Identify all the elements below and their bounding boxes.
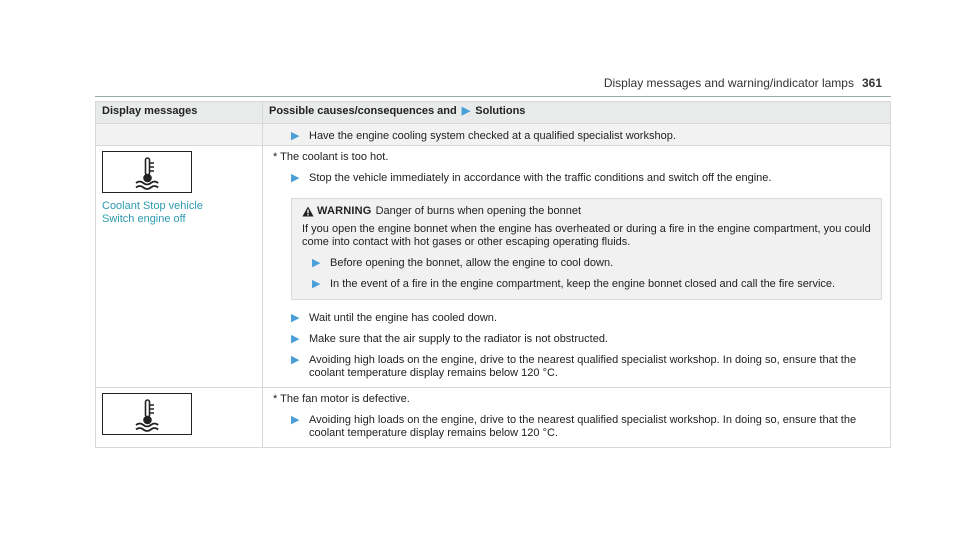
message-line-2: Switch engine off [102, 213, 186, 225]
solutions-cell [263, 146, 891, 388]
running-header [560, 76, 882, 90]
step-text: In the event of a fire in the engine compartment, keep the engine bonnet closed and call the fire service. [330, 278, 836, 290]
warning-box [291, 198, 882, 300]
continued-empty-cell [96, 124, 263, 146]
message-line-1: Coolant Stop vehicle [102, 200, 203, 212]
col-header-causes [263, 102, 891, 124]
list-item [291, 172, 882, 185]
play-arrow-icon: ▶ [291, 172, 300, 184]
warning-triangle-icon [302, 206, 314, 217]
col-header-display-messages: Display messages [96, 102, 263, 124]
section-title: Display messages and warning/indicator lamps [603, 76, 854, 90]
play-arrow-icon: ▶ [291, 414, 300, 426]
step-text: Before opening the bonnet, allow the engine to cool down. [330, 257, 614, 269]
warning-text: If you open the engine bonnet when the engine has overheated or during a fire in the engine compartment, you could come into contact with hot gases or other escaping operating fluids. [302, 223, 871, 248]
list-item [312, 257, 871, 270]
list-item [312, 278, 871, 291]
play-arrow-icon: ▶ [291, 130, 300, 142]
table-row-fan-defective [96, 388, 891, 448]
list-item [291, 414, 882, 440]
page-number: 361 [861, 76, 882, 90]
step-text: Stop the vehicle immediately in accordance with the traffic conditions and switch off the engine. [309, 172, 772, 184]
play-arrow-icon: ▶ [312, 257, 321, 269]
list-item [291, 354, 882, 380]
display-messages-table [95, 101, 891, 448]
play-arrow-icon: ▶ [291, 333, 300, 345]
warning-title-text: Danger of burns when opening the bonnet [375, 205, 582, 217]
step-text: Avoiding high loads on the engine, drive to the nearest qualified specialist workshop. In doing so, ensure that the coolant temperature display remains below 120 °C. [309, 414, 857, 439]
step-text: Avoiding high loads on the engine, drive to the nearest qualified specialist workshop. In doing so, ensure that the coolant temperature display remains below 120 °C. [309, 354, 857, 379]
col-header-solutions-label: Solutions [475, 105, 526, 117]
coolant-temperature-icon [102, 393, 192, 435]
continued-cell [263, 124, 891, 146]
message-cell [96, 388, 263, 448]
play-arrow-icon: ▶ [461, 105, 471, 117]
display-message-text [102, 200, 262, 226]
header-rule [95, 96, 891, 97]
play-arrow-icon: ▶ [312, 278, 321, 290]
cause-text: * The coolant is too hot. [273, 151, 389, 163]
table-row-continued [96, 124, 891, 146]
step-text: Make sure that the air supply to the radiator is not obstructed. [309, 333, 608, 345]
step-text: Have the engine cooling system checked at a qualified specialist workshop. [309, 130, 676, 142]
step-text: Wait until the engine has cooled down. [309, 312, 497, 324]
message-cell [96, 146, 263, 388]
play-arrow-icon: ▶ [291, 312, 300, 324]
coolant-temperature-icon [102, 151, 192, 193]
list-item [291, 130, 882, 143]
table-header-row [96, 102, 891, 124]
cause-text: * The fan motor is defective. [273, 393, 410, 405]
warning-label: WARNING [317, 205, 372, 217]
play-arrow-icon: ▶ [291, 354, 300, 366]
table-row-coolant-hot [96, 146, 891, 388]
list-item [291, 333, 882, 346]
solutions-cell [263, 388, 891, 448]
list-item [291, 312, 882, 325]
col-header-causes-label: Possible causes/consequences and [269, 105, 457, 117]
warning-title [302, 205, 871, 218]
